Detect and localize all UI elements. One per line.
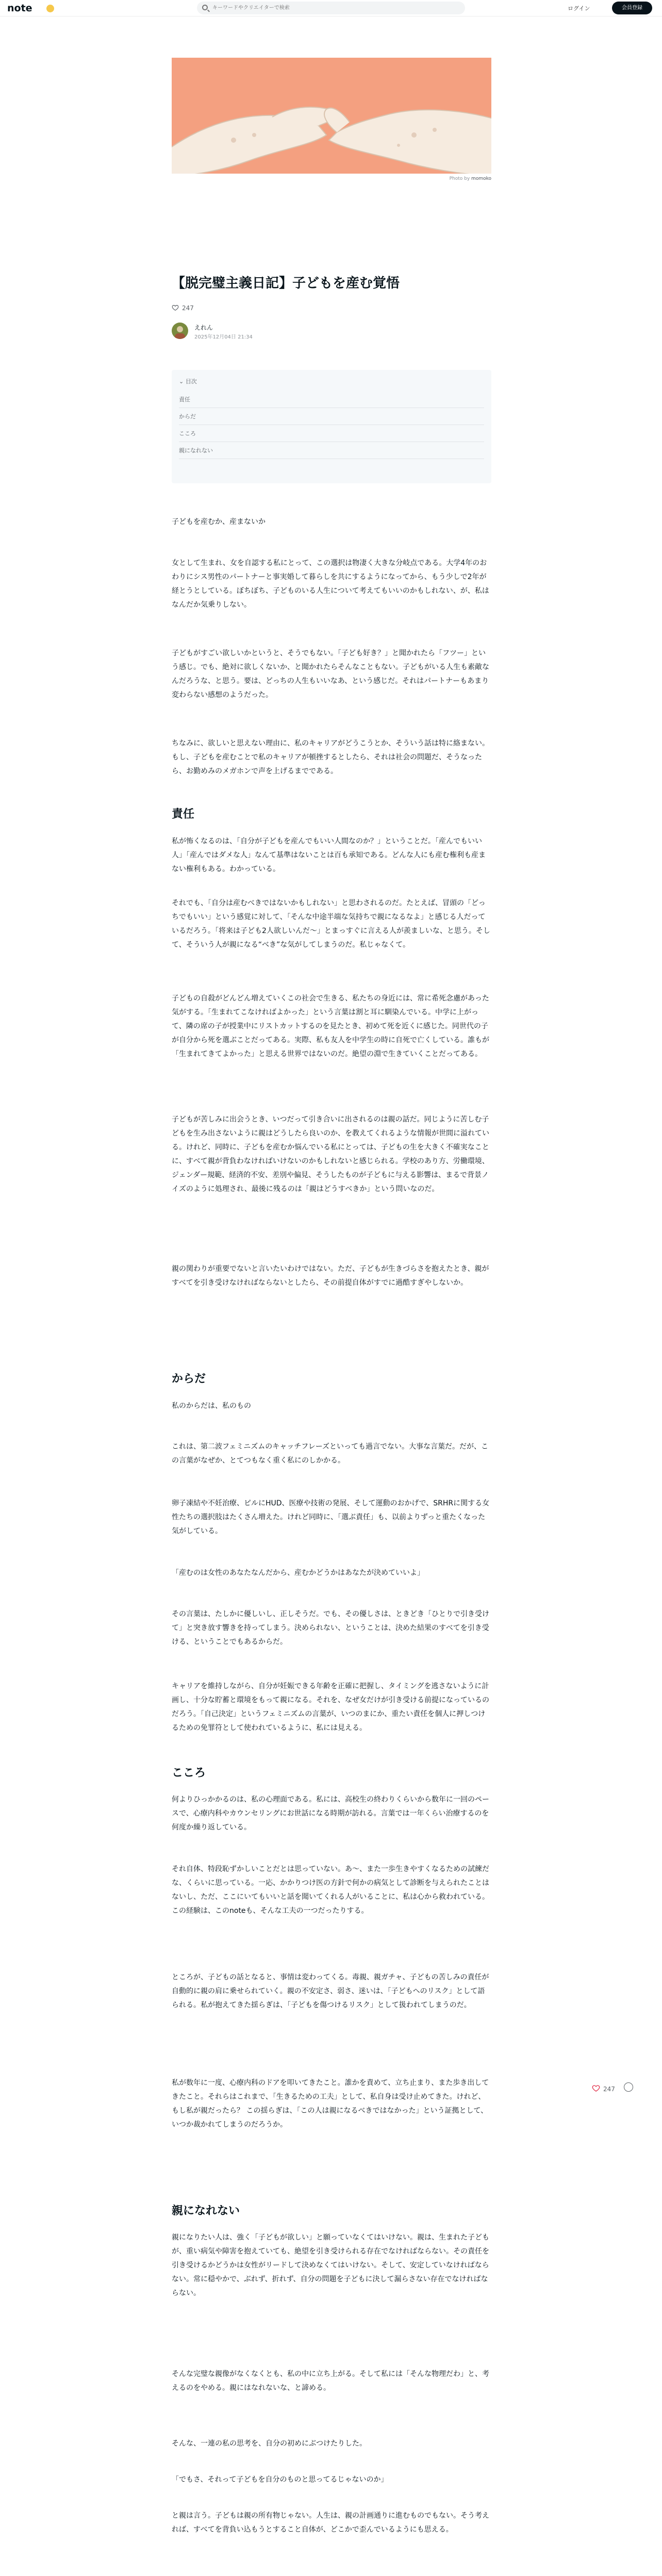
floating-like-count: 247 bbox=[603, 2086, 615, 2093]
paragraph: これは、第二波フェミニズムのキャッチフレーズといっても過言でない。大事な言葉だ。だが、この言葉がなぜか、とてつもなく重く私にのしかかる。 bbox=[172, 1443, 489, 1465]
article-body bbox=[172, 0, 491, 2576]
signup-button[interactable]: 会員登録 bbox=[612, 2, 652, 14]
paragraph: 「でもさ、それって子どもを自分のものと思ってるじゃないのか」 bbox=[172, 2476, 388, 2484]
section-heading: 責任 bbox=[172, 808, 195, 821]
article-title: 【脱完璧主義日記】子どもを産む覚悟 bbox=[172, 276, 400, 291]
photo-credit: Photo by momoko bbox=[449, 176, 491, 181]
paragraph: 私が怖くなるのは、「自分が子どもを産んでもいい人間なのか？」ということだ。「産んでもいい人」「産んではダメな人」なんて基準はないことは百も承知である。どんな人にも産む権利も産まない権利もある。わかっている。 bbox=[172, 837, 486, 873]
paragraph: それでも、「自分は産むべきではないかもしれない」と思わされるのだ。たとえば、冒頭の「どっちでもいい」という感覚に対して、「そんな中途半端な気持ちで親になるなよ」と感じる人だっているだろう。「将来は子ども2人欲しいんだ〜」とまっすぐに言える人が羨ましいな、と思う。そして、そういう人が親になる“べき”な気がしてしまうのだ。私じゃなくて。 bbox=[172, 899, 490, 949]
like-count: 247 bbox=[182, 304, 194, 312]
section-heading: からだ bbox=[172, 1372, 206, 1385]
paragraph: そんな、一連の私の思考を、自分の初めにぶつけたりした。 bbox=[172, 2439, 367, 2448]
chevron-down-icon: ⌄ bbox=[179, 378, 186, 385]
paragraph: 女として生まれ、女を自認する私にとって、この選択は物凄く大きな分岐点である。大学4年のおわりにシス男性のパートナーと事実婚して暮らしを共にするようになってから、もう少しで2年が経とうとしている。ぼちぼち、子どものいる人生について考えてもいいのかもしれない、が、私はなんだか気乗りしない。 bbox=[172, 559, 489, 609]
toc-item[interactable]: からだ bbox=[179, 409, 484, 425]
paragraph: キャリアを維持しながら、自分が妊娠できる年齢を正確に把握し、タイミングを逃さないように計画し、十分な貯蓄と環境をもって親になる。それを、なぜ女だけが引き受ける前提になっているのだろう。「自己決定」というフェミニズムの言葉が、いつのまにか、重たい責任を個人に押しつけるための免罪符として使われているように、私には見える。 bbox=[172, 1682, 489, 1732]
paragraph: 「産むのは女性のあなたなんだから、産むかどうかはあなたが決めていいよ」 bbox=[172, 1569, 424, 1577]
paragraph: それ自体、特段恥ずかしいことだとは思っていない。あ〜、また一歩生きやすくなるための試練だな、くらいに思っている。一応、かかりつけ医の方針で何かの病気として診断を与えられたことはないし、ただ、ここにいてもいいと話を聞いてくれる人がいることに、私は心から救われている。この経験は、このnoteも、そんな工夫の一つだったりする。 bbox=[172, 1865, 489, 1915]
comment-icon[interactable] bbox=[624, 2082, 633, 2092]
toc-heading[interactable]: ⌄ 目次 bbox=[179, 378, 197, 385]
paragraph: 親の関わりが重要でないと言いたいわけではない。ただ、子どもが生きづらさを抱えたとき、親がすべてを引き受けなければならないとしたら、その前提自体がすでに過酷すぎやしないか。 bbox=[172, 1265, 489, 1287]
paragraph: ちなみに、欲しいと思えない理由に、私のキャリアがどうこうとか、そういう話は特に絡まない。もし、子どもを産むことで私のキャリアが頓挫するとしたら、それは社会の問題だ、そうなったら、お勤めみのメガホンで声を上げるまでである。 bbox=[172, 739, 489, 775]
paragraph: 子どもが苦しみに出会うとき、いつだって引き合いに出されるのは親の話だ。同じように苦しむ子どもを生み出さないように親はどうしたら良いのか、を教えてくれるような情報が世間に溢れている。けれど、同時に、子どもを産むか悩んでいる私にとっては、子どもの生を大きく不確実なことに、すべて親が背負わなければいけないのかもしれないと感じられる。学校のあり方、労働環境、ジェンダー規範、経済的不安、差別や偏見、そうしたものが子どもに与える影響は、まるで背景ノイズのように処理され、最後に残るのは「親はどうすべきか」という問いなのだ。 bbox=[172, 1115, 489, 1193]
paragraph: 私のからだは、私のもの bbox=[172, 1402, 251, 1410]
toc-item[interactable]: 責任 bbox=[179, 392, 484, 408]
toc-item[interactable]: 親になれない bbox=[179, 443, 484, 459]
paragraph: 親になりたい人は、強く「子どもが欲しい」と願っていなくてはいけない。親は、生まれた子どもが、重い病気や障害を抱えていても、絶望を引き受けられる存在でなければならない。その責任を引き受けるかどうかは女性がリードして決めなくてはいけない。そして、安定していなければならない。常に穏やかで、ぶれず、折れず、自分の問題を子どもに決して漏らさない存在でなければならない。 bbox=[172, 2233, 489, 2297]
floating-like[interactable] bbox=[592, 2084, 615, 2093]
paragraph: と親は言う。子どもは親の所有物じゃない。人生は、親の計画通りに進むものでもない。そう考えれば、すべてを背負い込もうとすること自体が、どこかで歪んでいるようにも思える。 bbox=[172, 2512, 489, 2534]
paragraph: そんな完璧な親像がなくなくとも、私の中に立ち上がる。そして私には「そんな物理だわ」と、考えるのをやめる。親にはなれないな、と諦める。 bbox=[172, 2370, 489, 2392]
paragraph: 子どもがすごい欲しいかというと、そうでもない。「子ども好き？」と聞かれたら「フツー」という感じ。でも、絶対に欲しくないか、と聞かれたらそんなこともない。子どもがいる人生も素敵なんだろうな、と思う。要は、どっちの人生もいいなあ、という感じだ。それはパートナーもあまり変わらない感想のようだった。 bbox=[172, 649, 489, 699]
author-name[interactable]: えれん bbox=[194, 324, 213, 331]
section-heading: 親になれない bbox=[172, 2205, 240, 2217]
paragraph: 子どもを産むか、産まないか bbox=[172, 518, 266, 526]
note-logo[interactable]: note bbox=[7, 3, 32, 14]
paragraph: ところが、子どもの話となると、事情は変わってくる。毒親、親ガチャ、子どもの苦しみの責任が自動的に親の肩に乗せられていく。親の不安定さ、弱さ、迷いは、「子どもへのリスク」として語られる。私が抱えてきた揺らぎは、「子どもを傷つけるリスク」として扱われてしまうのだ。 bbox=[172, 1973, 489, 2009]
paragraph: 私が数年に一度、心療内科のドアを叩いてきたこと。誰かを責めて、立ち止まり、また歩き出してきたこと。それらはこれまで、「生きるための工夫」として、私自身は受け止めてきた。けれど、もし私が親だったら？ この揺らぎは、「この人は親になるべきではなかった」という証拠として、いつか裁かれてしまうのだろうか。 bbox=[172, 2079, 489, 2129]
paragraph: 卵子凍結や不妊治療、ピルにHUD、医療や技術の発展、そして運動のおかげで、SRHRに関する女性たちの選択肢はたくさん増えた。けれど同時に、「選ぶ責任」も、以前よりずっと重たくなった気がしている。 bbox=[172, 1499, 490, 1535]
heart-icon[interactable] bbox=[592, 2084, 600, 2092]
publish-date: 2025年12月04日 21:34 bbox=[194, 334, 253, 340]
paragraph: 子どもの自殺がどんどん増えていくこの社会で生きる、私たちの身近には、常に希死念慮があった気がする。「生まれてこなければよかった」という言葉は割と耳に馴染んでいる。中学に上がって、隣の席の子が授業中にリストカットするのを見たとき、初めて死を近くに感じた。同世代の子が自分から死を選ぶことだってある。実際、私も友人を中学生の時に自死で亡くしている。誰もが「生まれてきてよかった」と思える世界ではないのだ。絶望の淵で生きていくことだってある。 bbox=[172, 994, 489, 1058]
paragraph: 何よりひっかかるのは、私の心理面である。私には、高校生の終わりくらいから数年に一回のペースで、心療内科やカウンセリングにお世話になる時期が訪れる。言葉では一年くらい治療するのを何度か繰り返している。 bbox=[172, 1795, 489, 1832]
photo-credit-name[interactable]: momoko bbox=[471, 176, 491, 181]
login-link[interactable]: ログイン bbox=[568, 5, 590, 12]
lightbulb-icon bbox=[46, 5, 54, 12]
toc-item[interactable]: こころ bbox=[179, 426, 484, 442]
section-heading: こころ bbox=[172, 1767, 206, 1780]
paragraph: その言葉は、たしかに優しいし、正しそうだ。でも、その優しさは、ときどき「ひとりで引き受けて」と突き放す響きを持ってしまう。決められない、ということは、決めた結果のすべてを引き受ける、ということでもあるからだ。 bbox=[172, 1610, 489, 1646]
